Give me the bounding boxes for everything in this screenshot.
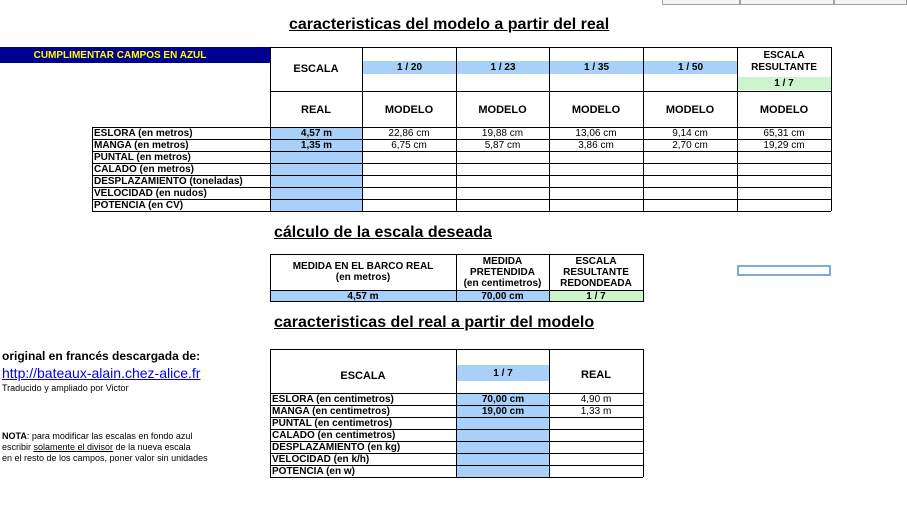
t3-row-label: VELOCIDAD (en k/h) <box>272 453 370 465</box>
t1-model-value <box>456 163 549 175</box>
t2-h3: ESCALA <box>575 255 617 267</box>
t1-resultante-value: 1 / 7 <box>737 77 831 90</box>
t3-scale[interactable]: 1 / 7 <box>457 365 549 381</box>
t1-model-value: 22,86 cm <box>388 127 430 139</box>
t3-model-input[interactable] <box>457 454 549 465</box>
t3-model-input[interactable]: 70,00 cm <box>457 394 549 405</box>
t1-model-value: 5,87 cm <box>484 139 521 151</box>
t2-h2b: PRETENDIDA <box>469 266 535 278</box>
grid-line <box>643 47 644 211</box>
note-line2-b: de la nueva escala <box>113 442 191 452</box>
t1-scale-2[interactable]: 1 / 35 <box>550 61 643 74</box>
t1-model-value <box>549 175 643 187</box>
t2-header-real <box>270 254 456 290</box>
grid-line <box>831 47 832 211</box>
grid-line <box>549 47 550 211</box>
t1-row-label: VELOCIDAD (en nudos) <box>94 187 207 199</box>
grid-line <box>92 175 831 176</box>
grid-line <box>270 91 831 92</box>
t1-model-value <box>643 187 737 199</box>
t1-model-value <box>549 187 643 199</box>
t1-model-value: 6,75 cm <box>391 139 427 151</box>
grid-line <box>643 349 644 477</box>
t3-model-input[interactable] <box>457 430 549 441</box>
t1-model-value: 19,88 cm <box>481 127 524 139</box>
t1-model-value <box>737 199 831 211</box>
t1-model-value <box>362 187 456 199</box>
source-link[interactable]: http://bateaux-alain.chez-alice.fr <box>2 365 201 381</box>
t1-model-value <box>362 151 456 163</box>
t1-row-label: POTENCIA (en CV) <box>94 199 184 211</box>
t3-real-value: 1,33 m <box>580 405 612 417</box>
note-line2-a: escribir <box>2 442 34 452</box>
t2-header-resultante <box>549 254 643 290</box>
t1-model-value <box>737 163 831 175</box>
title-escala-deseada: cálculo de la escala deseada <box>274 224 492 241</box>
t1-row-label: CALADO (en metros) <box>94 163 195 175</box>
t3-real-value <box>549 453 643 465</box>
grid-line <box>92 211 831 212</box>
t1-scale-1[interactable]: 1 / 23 <box>457 61 549 74</box>
toolbar-fragment <box>834 0 907 5</box>
t2-h2c: (en centimetros) <box>463 277 542 289</box>
t1-model-value <box>362 199 456 211</box>
t1-model-value <box>643 151 737 163</box>
t1-row-label: MANGA (en metros) <box>94 139 189 151</box>
t1-model-value <box>737 175 831 187</box>
t3-row-label: PUNTAL (en centimetros) <box>272 417 393 429</box>
t3-row-label: CALADO (en centimetros) <box>272 429 396 441</box>
t1-real-input[interactable]: 4,57 m <box>271 128 362 139</box>
grid-line <box>362 47 363 211</box>
t1-scale-3[interactable]: 1 / 50 <box>644 61 737 74</box>
grid-line <box>92 163 831 164</box>
t1-model-value: 65,31 cm <box>763 127 805 139</box>
t3-row-label: MANGA (en centimetros) <box>272 405 390 417</box>
t1-model-value <box>737 187 831 199</box>
t2-value-resultante: 1 / 7 <box>549 290 643 302</box>
t1-model-value <box>549 151 643 163</box>
t3-model-input[interactable] <box>457 466 549 477</box>
t3-real-value <box>549 441 643 453</box>
t1-real-input[interactable] <box>271 152 362 163</box>
t2-value-real[interactable]: 4,57 m <box>270 290 456 302</box>
t2-h3b: RESULTANTE <box>563 266 629 278</box>
t3-real-value <box>549 417 643 429</box>
t1-row-label: DESPLAZAMIENTO (toneladas) <box>94 175 243 187</box>
grid-line <box>92 187 831 188</box>
t1-model-value: 19,29 cm <box>763 139 805 151</box>
t1-model-value <box>456 175 549 187</box>
t3-model-input[interactable]: 19,00 cm <box>457 406 549 417</box>
t3-row-label: DESPLAZAMIENTO (en kg) <box>272 441 401 453</box>
t2-value-pretendida[interactable]: 70,00 cm <box>456 290 549 302</box>
t1-model-value: 3,86 cm <box>578 139 614 151</box>
grid-line <box>270 349 271 477</box>
t3-row-label: POTENCIA (en w) <box>272 465 355 477</box>
grid-line <box>456 47 457 211</box>
title-modelo-from-real: caracteristicas del modelo a partir del real <box>289 16 610 33</box>
t1-model-value <box>362 163 456 175</box>
note-bold: NOTA <box>2 431 27 441</box>
t2-header-pretendida <box>456 254 549 290</box>
note-line1 <box>2 431 208 442</box>
grid-line <box>92 127 831 128</box>
t1-model-value <box>643 175 737 187</box>
t1-modelo-header-2: MODELO <box>571 103 621 116</box>
note-line2 <box>2 442 208 453</box>
t1-model-value: 2,70 cm <box>672 139 708 151</box>
t1-modelo-header-3: MODELO <box>665 103 715 116</box>
t1-escala-label: ESCALA <box>293 63 339 75</box>
t3-escala-label: ESCALA <box>340 370 386 382</box>
t1-model-value <box>643 163 737 175</box>
t1-modelo-header-4: MODELO <box>759 103 809 116</box>
t3-model-input[interactable] <box>457 442 549 453</box>
t2-h1: MEDIDA EN EL BARCO REAL <box>292 261 434 272</box>
t1-model-value <box>456 199 549 211</box>
credits-heading: original en francés descargada de: <box>2 349 201 363</box>
t1-real-input[interactable] <box>271 164 362 175</box>
t1-model-value <box>456 151 549 163</box>
toolbar-fragment <box>740 0 834 5</box>
t2-h3c: REDONDEADA <box>560 277 632 289</box>
t1-real-header: REAL <box>301 103 331 116</box>
t1-escala-resultante-label: ESCALA RESULTANTE <box>751 50 817 73</box>
note-line1-rest: : para modificar las escalas en fondo azul <box>26 431 193 441</box>
t1-model-value <box>362 175 456 187</box>
selected-cell[interactable] <box>737 265 831 276</box>
t3-row-label: ESLORA (en centimetros) <box>272 393 394 405</box>
t1-model-value <box>549 163 643 175</box>
t1-model-value <box>643 199 737 211</box>
t1-real-input[interactable] <box>271 188 362 199</box>
t1-scale-0[interactable]: 1 / 20 <box>363 61 456 74</box>
t1-modelo-header-0: MODELO <box>384 103 434 116</box>
note-line3: en el resto de los campos, poner valor sin unidades <box>2 453 208 463</box>
t2-h1b: (en metros) <box>335 272 391 283</box>
t1-modelo-header-1: MODELO <box>478 103 527 116</box>
grid-line <box>737 47 738 211</box>
credits-translated: Traducido y ampliado por Victor <box>2 383 129 393</box>
t3-real-header: REAL <box>581 369 611 381</box>
note-line2-underline: solamente el divisor <box>33 442 114 452</box>
t3-real-value <box>549 465 643 477</box>
toolbar-fragment <box>662 0 740 5</box>
grid-line <box>270 47 831 48</box>
t1-model-value <box>737 151 831 163</box>
t3-model-input[interactable] <box>457 418 549 429</box>
grid-line <box>270 477 643 478</box>
t1-model-value: 13,06 cm <box>575 127 617 139</box>
t1-row-label: PUNTAL (en metros) <box>94 151 191 163</box>
title-real-from-modelo: caracteristicas del real a partir del modelo <box>274 314 595 331</box>
fill-blue-banner <box>0 47 270 63</box>
t1-real-input[interactable] <box>271 176 362 187</box>
t2-h2: MEDIDA <box>482 255 523 267</box>
t1-escala-resultante <box>737 48 831 76</box>
t1-model-value <box>549 199 643 211</box>
banner-text: CUMPLIMENTAR CAMPOS EN AZUL <box>33 49 207 61</box>
t1-model-value: 9,14 cm <box>672 127 708 139</box>
grid-line <box>456 349 457 477</box>
grid-line <box>92 139 831 140</box>
t1-row-label: ESLORA (en metros) <box>94 127 193 139</box>
t3-real-value <box>549 429 643 441</box>
note <box>2 431 208 464</box>
t1-real-input[interactable] <box>271 200 362 211</box>
grid-line <box>549 349 550 477</box>
grid-line <box>92 151 831 152</box>
grid-line <box>92 127 93 211</box>
grid-line <box>270 47 271 211</box>
t1-model-value <box>456 187 549 199</box>
grid-line <box>92 199 831 200</box>
t1-real-input[interactable]: 1,35 m <box>271 140 362 151</box>
t3-real-value: 4,90 m <box>580 393 612 405</box>
